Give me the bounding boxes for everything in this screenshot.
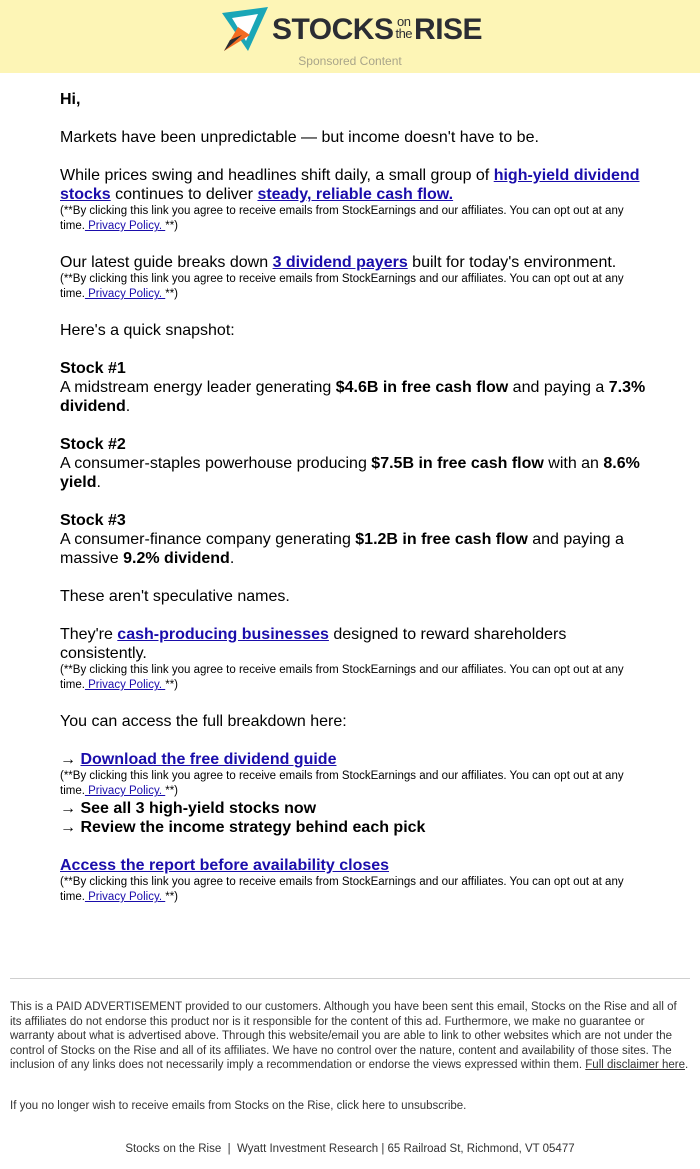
disclaimer-text: (**By clicking this link you agree to receive emails from StockEarnings and our affiliates. You can opt out at any time. xyxy=(60,273,624,300)
greeting: Hi, xyxy=(60,91,81,108)
intro-paragraph: Markets have been unpredictable — but income doesn't have to be. xyxy=(60,129,539,146)
company-address: Stocks on the Rise | Wyatt Investment Research | 65 Railroad St, Richmond, VT 05477 xyxy=(125,1143,575,1155)
stock-yield: 9.2% dividend xyxy=(123,550,230,567)
not-speculative-text: These aren't speculative names. xyxy=(60,588,290,605)
access-breakdown-text: You can access the full breakdown here: xyxy=(60,713,347,730)
disclaimer-end: **) xyxy=(165,220,179,232)
dividend-payers-link[interactable]: 3 dividend payers xyxy=(272,254,408,271)
para2-text-a: While prices swing and headlines shift daily, a small group of xyxy=(60,167,494,184)
unsubscribe-text[interactable]: If you no longer wish to receive emails from Stocks on the Rise, click here to unsubscribe. xyxy=(10,1100,467,1112)
stock-text: and paying a massive xyxy=(60,531,624,567)
theyre-text-a: They're xyxy=(60,626,118,643)
stock-yield: 8.6% yield xyxy=(60,455,640,491)
legal-period: . xyxy=(684,1059,689,1071)
stock-text: . xyxy=(229,550,235,567)
download-guide-line xyxy=(60,750,650,769)
logo-on-the xyxy=(395,16,412,40)
stock-yield: 7.3% dividend xyxy=(60,379,646,415)
disclaimer-end: **) xyxy=(165,891,179,903)
paragraph-dividend-stocks xyxy=(60,166,650,204)
logo-small-the: the xyxy=(395,26,413,42)
logo-wordmark xyxy=(272,13,482,47)
stock-item xyxy=(60,435,650,492)
link-disclaimer xyxy=(60,204,650,234)
email-header xyxy=(0,0,700,73)
privacy-policy-link[interactable]: Privacy Policy. xyxy=(84,679,166,691)
cash-producing-businesses-link[interactable]: cash-producing businesses xyxy=(117,626,329,643)
access-report-link[interactable]: Access the report before availability closes xyxy=(60,857,390,874)
theyre-text-b: designed to reward shareholders consistently. xyxy=(60,626,567,662)
review-strategy-text: → Review the income strategy behind each pick xyxy=(60,819,426,836)
legal-text: This is a PAID ADVERTISEMENT provided to our customers. Although you have been sent this email, Stocks on the Rise and all of its affiliates do not endorse this product nor is it responsible for the content of this ad. Furthermore, we make no guarantee or warranty about what is advertised above. Through this website/email you are able to link to other websites which are not under the control of Stocks on the Rise and all of its affiliates. We have no control over the nature, content and availability of those sites. The inclusion of any links does not necessarily imply a recommendation or endorse the views expressed within them. xyxy=(10,1001,677,1071)
stock-text: with an xyxy=(543,455,604,472)
stock-description xyxy=(60,378,650,416)
stock-item xyxy=(60,511,650,568)
stock-text: A consumer-finance company generating xyxy=(60,531,356,548)
logo-mark-icon xyxy=(220,5,270,53)
stock-description xyxy=(60,454,650,492)
para3-text-b: built for today's environment. xyxy=(407,254,617,271)
stock-item xyxy=(60,359,650,416)
disclaimer-text: (**By clicking this link you agree to receive emails from StockEarnings and our affiliates. You can opt out at any time. xyxy=(60,205,624,232)
stock-text: . xyxy=(125,398,131,415)
legal-disclaimer xyxy=(10,1000,690,1073)
link-disclaimer xyxy=(60,875,650,905)
stock-description xyxy=(60,530,650,568)
privacy-policy-link[interactable]: Privacy Policy. xyxy=(84,220,166,232)
high-yield-dividend-stocks-link[interactable]: high-yield dividend stocks xyxy=(60,167,640,203)
disclaimer-end: **) xyxy=(165,785,179,797)
logo-word-stocks: STOCKS xyxy=(272,13,394,46)
link-disclaimer xyxy=(60,769,650,799)
para3-text-a: Our latest guide breaks down xyxy=(60,254,273,271)
privacy-policy-link[interactable]: Privacy Policy. xyxy=(84,891,166,903)
stock-text: A consumer-staples powerhouse producing xyxy=(60,455,372,472)
disclaimer-text: (**By clicking this link you agree to receive emails from StockEarnings and our affiliates. You can opt out at any time. xyxy=(60,770,624,797)
stock-cash-flow: $1.2B in free cash flow xyxy=(355,531,528,548)
stock-title: Stock #1 xyxy=(60,360,126,377)
disclaimer-end: **) xyxy=(165,288,179,300)
logo-word-rise: RISE xyxy=(414,13,483,46)
stock-text: . xyxy=(96,474,101,491)
footer-divider xyxy=(10,978,690,979)
stock-title: Stock #2 xyxy=(60,436,126,453)
paragraph-cash-producing xyxy=(60,625,650,663)
see-all-stocks-text: → See all 3 high-yield stocks now xyxy=(60,800,317,817)
download-guide-link[interactable]: Download the free dividend guide xyxy=(80,751,337,768)
email-body xyxy=(60,90,650,905)
link-disclaimer xyxy=(60,663,650,693)
full-disclaimer-link[interactable]: Full disclaimer here xyxy=(585,1059,685,1071)
para2-text-b: continues to deliver xyxy=(110,186,258,203)
stocks-on-the-rise-logo[interactable] xyxy=(220,5,485,55)
link-disclaimer xyxy=(60,272,650,302)
stock-cash-flow: $4.6B in free cash flow xyxy=(335,379,509,396)
sponsored-label: Sponsored Content xyxy=(298,54,402,68)
privacy-policy-link[interactable]: Privacy Policy. xyxy=(84,785,166,797)
steady-cash-flow-link[interactable]: steady, reliable cash flow. xyxy=(257,186,454,203)
paragraph-guide xyxy=(60,253,650,272)
stock-cash-flow: $7.5B in free cash flow xyxy=(371,455,544,472)
disclaimer-end: **) xyxy=(165,679,179,691)
disclaimer-text: (**By clicking this link you agree to receive emails from StockEarnings and our affiliates. You can opt out at any time. xyxy=(60,664,624,691)
privacy-policy-link[interactable]: Privacy Policy. xyxy=(84,288,166,300)
stock-text: and paying a xyxy=(508,379,609,396)
stock-text: A midstream energy leader generating xyxy=(60,379,336,396)
stock-title: Stock #3 xyxy=(60,512,126,529)
disclaimer-text: (**By clicking this link you agree to receive emails from StockEarnings and our affiliates. You can opt out at any time. xyxy=(60,876,624,903)
snapshot-heading: Here's a quick snapshot: xyxy=(60,322,235,339)
logo-small-on: on xyxy=(397,14,411,30)
arrow-icon: → xyxy=(60,751,81,768)
